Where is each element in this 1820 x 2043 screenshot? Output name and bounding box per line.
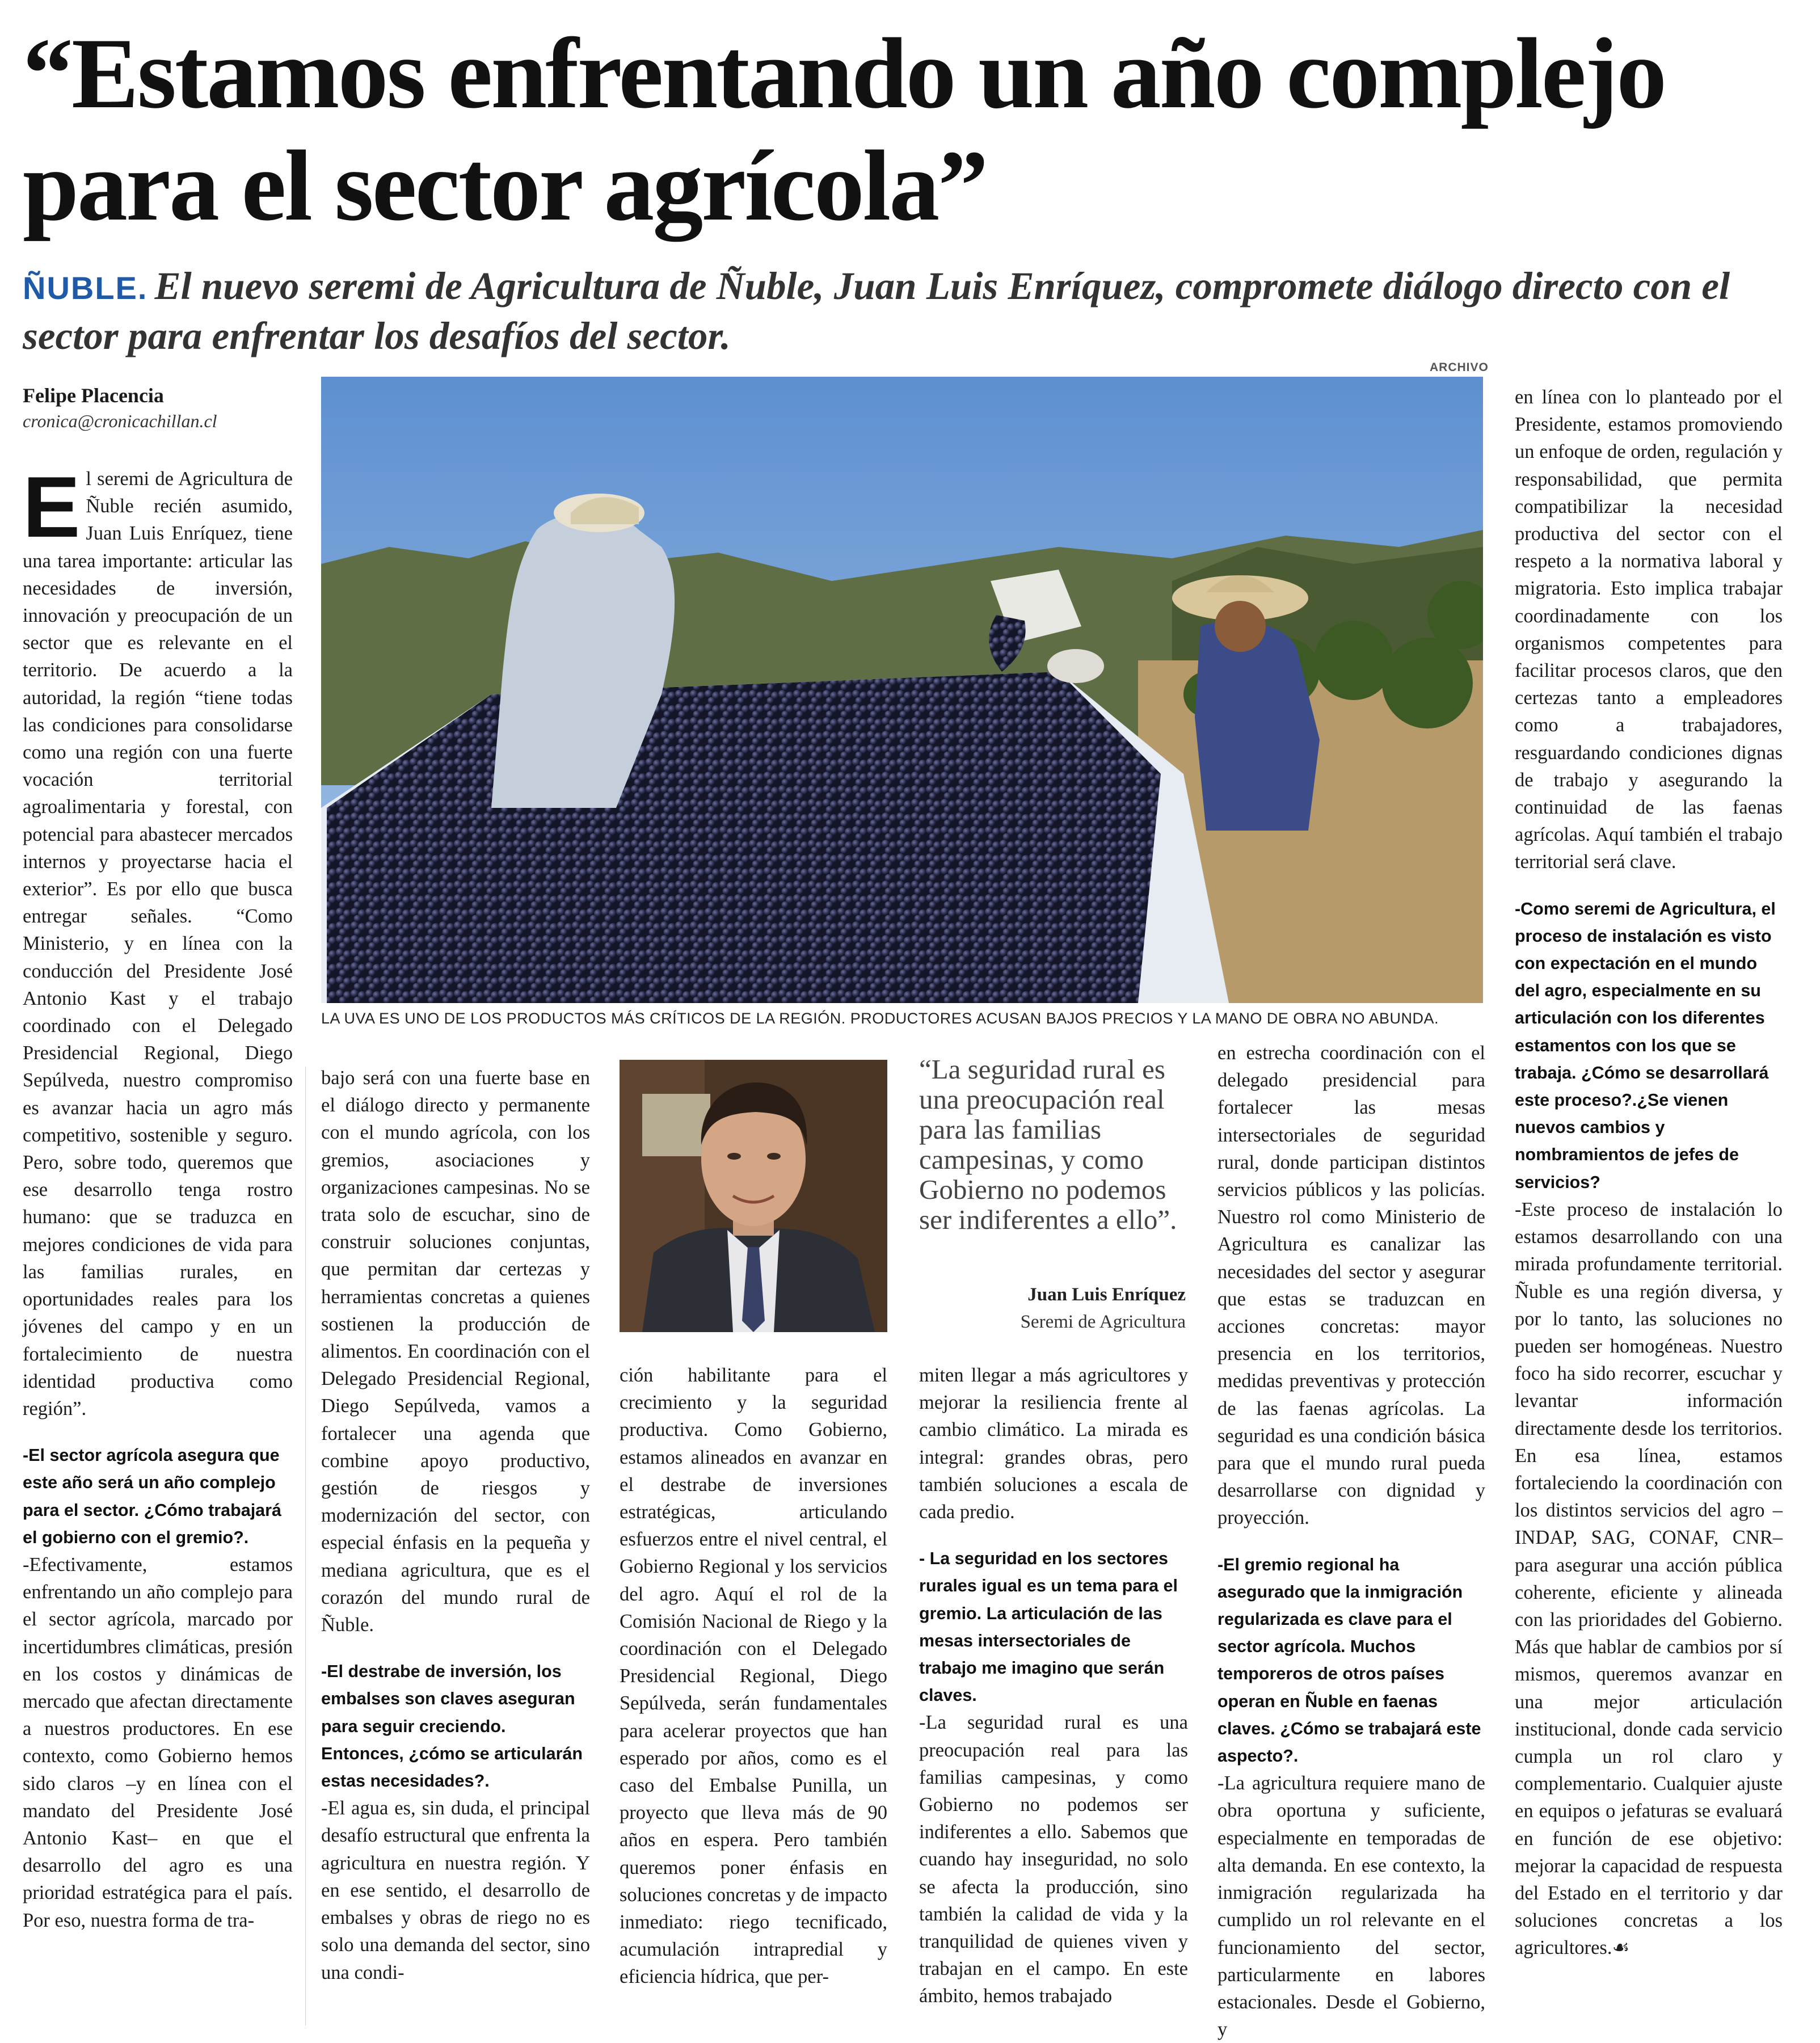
question-3: - La seguridad en los sectores rurales igual es un tema para el gremio. La articulación de las mesas intersectoriales de trabajo me imagino que serán claves. [919,1549,1178,1705]
photo-credit: ARCHIVO [1430,361,1489,374]
grape-harvest-photo [321,377,1483,1003]
answer-1-part-2: bajo será con una fuerte base en el diálogo directo y permanente con el mundo agrícola, con los gremios, asociaciones y organizaciones campesinas. No se trata solo de escuchar, sino de construir soluciones conjuntas, que permitan dar certezas y herramientas concretas a quienes sostienen la producción de alimentos. En coordinación con el Delegado Presidencial Regional, Diego Sepúlveda, vamos a fortalecer una agenda que combine apoyo productivo, gestión de riesgos y modernización del sector, con especial énfasis en la pequeña y mediana agricultura, que es el corazón del mundo rural de Ñuble. [321,1067,590,1636]
question-1: -El sector agrícola asegura que este año será un año complejo para el sector. ¿Cómo trabajará el gobierno con el gremio?. [23,1446,281,1547]
column-3 [620,1362,887,1991]
answer-4-part-2: en línea con lo planteado por el Presidente, estamos promoviendo un enfoque de orden, regulación y responsabilidad, que permita compatibilizar la necesidad productiva del sector con el respeto a la normativa laboral y migratoria. Esto implica trabajar coordinadamente con los organismos competentes para facilitar procesos claros, que den certezas tanto a empleadores como a trabajadores, resguardando condiciones dignas de trabajo y asegurando la continuidad de las faenas agrícolas. Aquí también el trabajo territorial será clave. [1515,386,1783,873]
portrait-illustration [620,1060,887,1332]
answer-5-text: -Este proceso de instalación lo estamos desarrollando con una mirada profundamente territorial. Ñuble es una región diversa, y por lo tanto, las soluciones no pueden ser homogéneas. Nuestro foco ha sido recorrer, escuchar y levantar información directamente desde los territorios. En esa línea, estamos fortaleciendo la coordinación con los distintos servicios del agro –INDAP, SAG, CONAF, CNR– para asegurar una acción pública coherente, eficiente y alineada con las prioridades del Gobierno. Más que hablar de cambios por sí mismos, queremos avanzar en una mejor articulación institucional, donde cada servicio cumpla un rol claro y complementario. Cualquier ajuste en equipos o jefaturas se evaluará en función de ese objetivo: mejorar la capacidad de respuesta del Estado en el territorio y dar soluciones concretas a los agricultores. [1515,1198,1783,1959]
question-2: -El destrabe de inversión, los embalses son claves aseguran para seguir creciendo. Entonces, ¿cómo se articularán estas necesidades?. [321,1662,583,1791]
dek [23,262,1798,360]
end-mark-icon: ☙ [1612,1937,1630,1959]
byline-email[interactable]: cronica@cronicachillan.cl [23,411,217,431]
lead-paragraph [23,459,293,1422]
column-divider [305,1067,306,2025]
grape-harvest-illustration [321,377,1483,1003]
column-6 [1515,384,1783,1962]
answer-2-part-1: -El agua es, sin duda, el principal desafío estructural que enfrenta la agricultura en nuestra región. Y en ese sentido, el desarrollo de embalses y obras de riego no es solo una demanda del sector, sino una condi- [321,1797,590,1983]
pull-quote-name: Juan Luis Enríquez [1027,1284,1186,1305]
question-4: -El gremio regional ha asegurado que la inmigración regularizada es clave para el sector agrícola. Muchos temporeros de otros países operan en Ñuble en faenas claves. ¿Cómo se trabajará este aspecto?. [1217,1555,1481,1766]
answer-3-part-2: en estrecha coordinación con el delegado presidencial para fortalecer las mesas intersectoriales de seguridad rural, donde participan distintos servicios públicos y las policías. Nuestro rol como Ministerio de Agricultura es canalizar las necesidades del sector y asegurar que estas se traduzcan en acciones concretas: mayor presencia en los territorios, medidas preventivas y protección de las faenas agrícolas. La seguridad es una condición básica para que el mundo rural pueda desarrollarse con dignidad y proyección. [1217,1042,1485,1529]
answer-5 [1515,1196,1783,1962]
photo-caption: LA UVA ES UNO DE LOS PRODUCTOS MÁS CRÍTICOS DE LA REGIÓN. PRODUCTORES ACUSAN BAJOS PRECIOS Y LA MANO DE OBRA NO ABUNDA. [321,1010,1439,1027]
answer-4-part-1: -La agricultura requiere mano de obra oportuna y suficiente, especialmente en temporadas de alta demanda. En ese contexto, la inmigración regularizada ha cumplido un rol relevante en el funcionamiento del sector, particularmente en labores estacionales. Desde el Gobierno, y [1217,1772,1485,2041]
headline: “Estamos enfrentando un año complejo para el sector agrícola” [23,17,1666,242]
answer-2-part-3: miten llegar a más agricultores y mejorar la resiliencia frente al cambio climático. La mirada es integral: grandes obras, pero también soluciones a escala de cada predio. [919,1364,1188,1523]
column-2 [321,1064,590,1986]
column-1 [23,459,293,1934]
answer-2-part-2: ción habilitante para el crecimiento y la seguridad productiva. Como Gobierno, estamos alineados en avanzar en el destrabe de inversiones estratégicas, articulando esfuerzos entre el nivel central, el Gobierno Regional y los servicios del agro. Aquí el rol de la Comisión Nacional de Riego y la coordinación con el Delegado Presidencial Regional, Diego Sepúlveda, serán fundamentales para acelerar proyectos que han esperado por años, como es el caso del Embalse Punilla, un proyecto que lleva más de 90 años en espera. Pero también queremos poner énfasis en soluciones concretas y de impacto inmediato: riego tecnificado, acumulación intrapredial y eficiencia hídrica, que per- [620,1364,887,1988]
pull-quote: “La seguridad rural es una preocupación real para las familias campesinas, y como Gobierno no podemos ser indiferentes a ello”. [919,1054,1177,1235]
drop-cap: E [23,459,81,555]
question-5: -Como seremi de Agricultura, el proceso de instalación es visto con expectación en el mundo del agro, especialmente en su articulación con los diferentes estamentos con los que se trabaja. ¿Cómo se desarrollará este proceso?.¿Se vienen nuevos cambios y nombramientos de jefes de servicios? [1515,899,1776,1192]
section-kicker: ÑUBLE. [23,270,148,306]
lead-text: l seremi de Agricultura de Ñuble recién asumido, Juan Luis Enríquez, tiene una tarea importante: articular las necesidades de inversión, innovación y preocupación de un sector que es relevante en el territorio. De acuerdo a la autoridad, la región “tiene todas las condiciones para consolidarse como una región con una fuerte vocación territorial agroalimentaria y forestal, con potencial para abastecer mercados internos y proyectarse hacia el exterior”. Es por ello que busca entregar señales. “Como Ministerio, y en línea con la conducción del Presidente José Antonio Kast y el trabajo coordinado con el Delegado Presidencial Regional, Diego Sepúlveda, nuestro compromiso es avanzar hacia un agro más competitivo, sostenible y seguro. Pero, sobre todo, queremos que ese desarrollo tenga rostro humano: que se traduzca en mejores condiciones de vida para las familias rurales, en oportunidades reales para los jóvenes del campo y en un fortalecimiento de nuestra identidad productiva como región”. [23,468,293,1419]
column-4 [919,1362,1188,2010]
byline-author: Felipe Placencia [23,384,164,407]
column-5 [1217,1039,1485,2043]
pull-quote-role: Seremi de Agricultura [1020,1312,1186,1332]
seremi-portrait-photo [620,1060,887,1332]
answer-1-part-1: -Efectivamente, estamos enfrentando un año complejo para el sector agrícola, marcado por incertidumbres climáticas, presión en los costos y dinámicas de mercado que afectan directamente a nuestros productores. En ese contexto, como Gobierno hemos sido claros –y en línea con el mandato del Presidente José Antonio Kast– en que el desarrollo del agro es una prioridad estratégica para el país. Por eso, nuestra forma de tra- [23,1553,293,1931]
answer-3-part-1: -La seguridad rural es una preocupación real para las familias campesinas, y como Gobierno no podemos ser indiferentes a ello. Sabemos que cuando hay inseguridad, no solo se afecta la producción, sino también la calidad de vida y la tranquilidad de quienes viven y trabajan en el campo. En este ámbito, hemos trabajado [919,1712,1188,2007]
dek-text: El nuevo seremi de Agricultura de Ñuble, Juan Luis Enríquez, compromete diálogo directo con el sector para enfrentar los desafíos del sector. [23,264,1730,357]
